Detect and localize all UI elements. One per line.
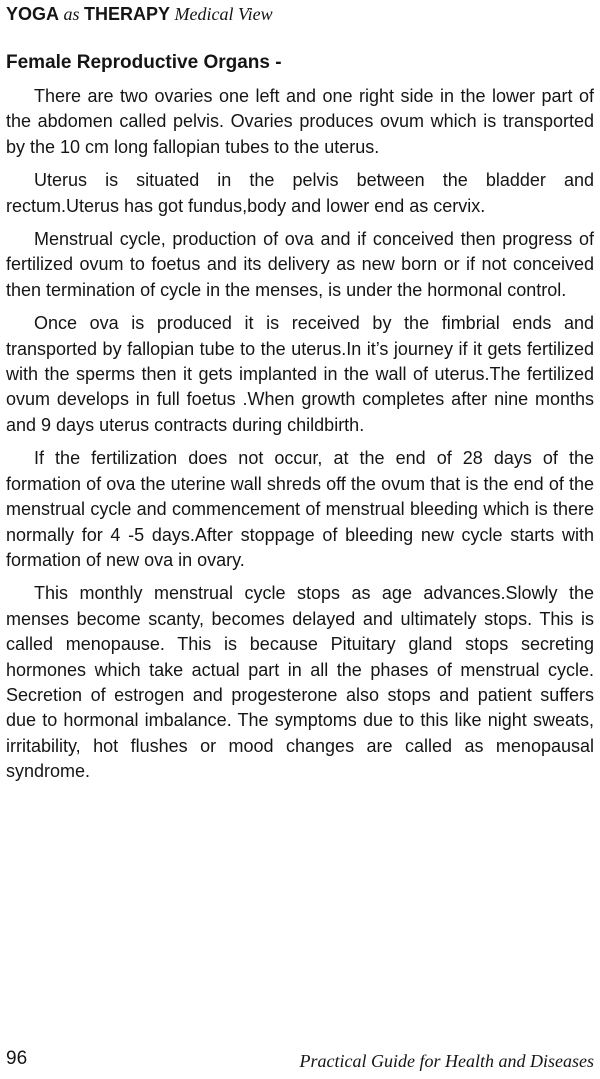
header-subtitle: Medical View xyxy=(174,4,273,24)
paragraph-uterus: Uterus is situated in the pelvis between the bladder and rectum.Uterus has got fundus,body and lower end as cervix. xyxy=(6,170,594,216)
section-heading: Female Reproductive Organs - xyxy=(6,52,282,73)
header-as: as xyxy=(63,4,80,24)
paragraph-no-fertilization: If the fertilization does not occur, at the end of 28 days of the formation of ova the uterine wall shreds off the ovum that is the end of the menstrual cycle and commencement of menstrual bleeding which is there normally for 4 -5 days.After stoppage of bleeding new cycle starts with formation of new ova in ovary. xyxy=(6,448,594,570)
page-number: 96 xyxy=(6,1048,28,1069)
paragraph-ovaries: There are two ovaries one left and one right side in the lower part of the abdomen called pelvis. Ovaries produces ovum which is transported by the 10 cm long fallopian tubes to the uterus. xyxy=(6,86,594,157)
paragraph-fertilization: Once ova is produced it is received by the fimbrial ends and transported by fallopian tube to the uterus.In it’s journey if it gets fertilized with the sperms then it gets implanted in the wall of uterus.The fertilized ovum develops in full foetus .When growth completes after nine months and 9 days uterus contracts during childbirth. xyxy=(6,313,594,435)
header-therapy: THERAPY xyxy=(84,4,171,24)
paragraph-menstrual-cycle: Menstrual cycle, production of ova and if conceived then progress of fertilized ovum to foetus and its delivery as new born or if not conceived then termination of cycle in the menses, is under the hormonal control. xyxy=(6,229,594,300)
running-header xyxy=(6,2,273,26)
header-yoga: YOGA xyxy=(6,4,60,24)
body-text xyxy=(6,84,594,793)
paragraph-menopause: This monthly menstrual cycle stops as age advances.Slowly the menses become scanty, becomes delayed and ultimately stops. This is called menopause. This is because Pituitary gland stops secreting hormones which take actual part in all the phases of menstrual cycle. Secretion of estrogen and progesterone also stops and patient suffers due to hormonal imbalance. The symptoms due to this like night sweats, irritability, hot flushes or mood changes are called as menopausal syndrome. xyxy=(6,583,594,782)
footer-book-title: Practical Guide for Health and Diseases xyxy=(299,1051,594,1071)
